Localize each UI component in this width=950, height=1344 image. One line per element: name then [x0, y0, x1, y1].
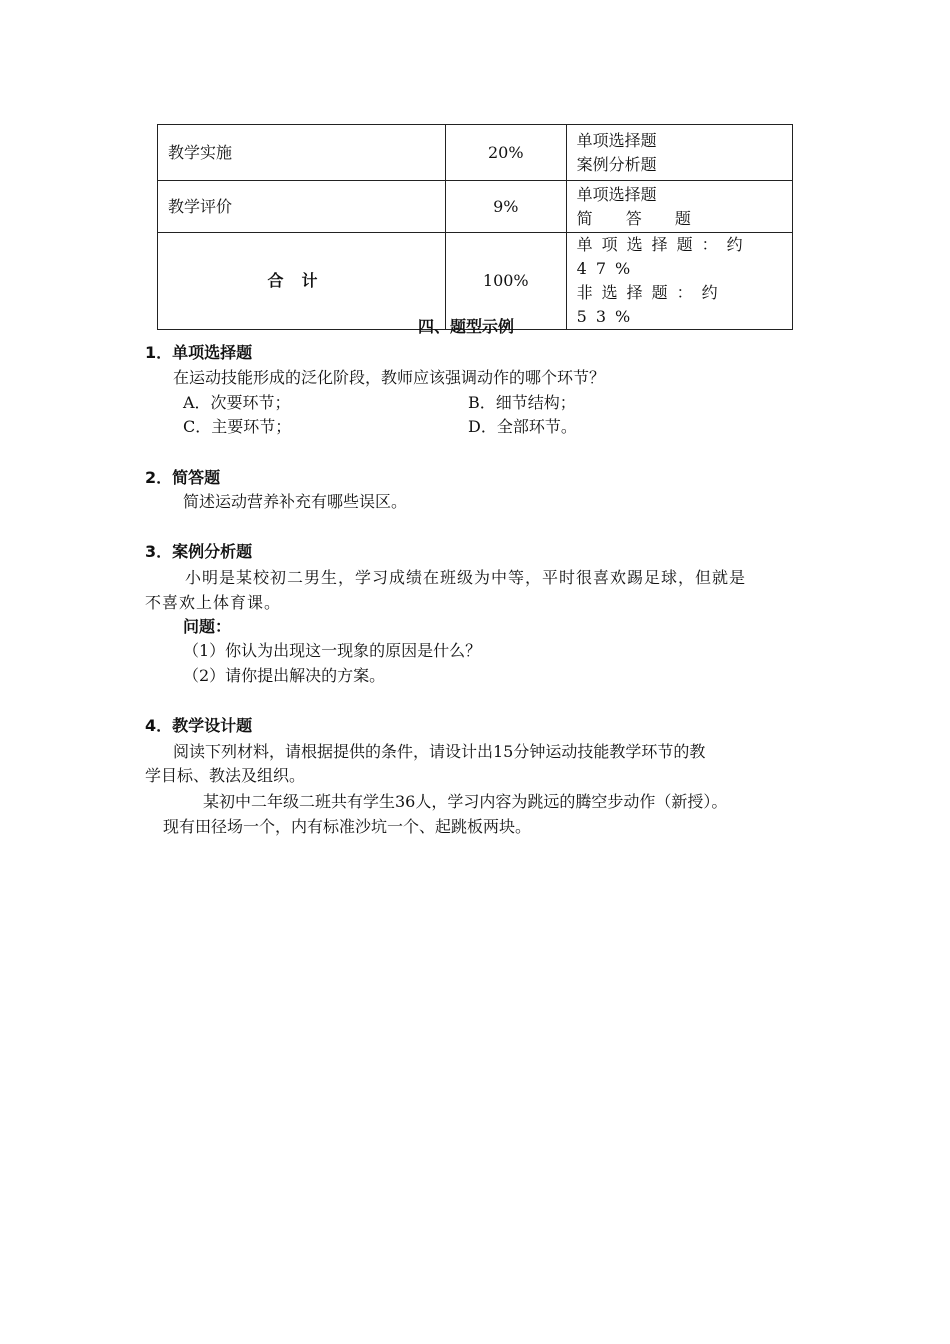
q3-case-line1: 小明是某校初二男生，学习成绩在班级为中等，平时很喜欢踢足球，但就是 — [185, 568, 747, 587]
q1-stem: 在运动技能形成的泛化阶段，教师应该强调动作的哪个环节？ — [173, 368, 606, 387]
section-title: 四、题型示例 — [418, 317, 515, 336]
q4-line2: 学目标、教法及组织。 — [145, 766, 306, 785]
score-distribution-table — [157, 124, 793, 330]
q1-option-d: D．全部环节。 — [468, 417, 577, 436]
q3-question-1: （1）你认为出现这一现象的原因是什么？ — [183, 641, 482, 660]
q4-line3: 某初中二年级二班共有学生36人，学习内容为跳远的腾空步动作（新授）。 — [203, 792, 728, 811]
q4-line4: 现有田径场一个，内有标准沙坑一个、起跳板两块。 — [163, 817, 532, 836]
q3-question-label: 问题： — [183, 617, 232, 636]
table-row — [158, 181, 793, 233]
q4-line1: 阅读下列材料，请根据提供的条件，请设计出15分钟运动技能教学环节的教 — [173, 742, 706, 761]
content-cell: 教学实施 — [158, 125, 446, 181]
q1-heading: 1．单项选择题 — [145, 343, 253, 362]
question-type: 单项选择题：约47% — [576, 235, 752, 278]
type-cell — [566, 125, 792, 181]
q1-option-a: A．次要环节； — [183, 393, 291, 412]
q3-heading: 3．案例分析题 — [145, 542, 253, 561]
percent-cell: 20% — [445, 125, 566, 181]
type-cell — [566, 181, 792, 233]
q3-case-line2: 不喜欢上体育课。 — [145, 593, 282, 612]
question-type: 单项选择题 — [576, 130, 657, 150]
table-row — [158, 125, 793, 181]
percent-cell: 9% — [445, 181, 566, 233]
q2-heading: 2．简答题 — [145, 468, 221, 487]
question-type: 单项选择题 — [576, 184, 657, 204]
total-label: 合计 — [158, 233, 446, 330]
total-percent: 100% — [445, 233, 566, 330]
question-type: 简 答 题 — [576, 208, 705, 228]
q1-option-b: B．细节结构； — [468, 393, 576, 412]
question-type: 案例分析题 — [576, 154, 657, 174]
type-cell — [566, 233, 792, 330]
q2-stem: 简述运动营养补充有哪些误区。 — [183, 492, 408, 511]
q4-heading: 4．教学设计题 — [145, 716, 253, 735]
q3-question-2: （2）请你提出解决的方案。 — [183, 666, 386, 685]
content-cell: 教学评价 — [158, 181, 446, 233]
question-type: 非选择题：约53% — [576, 283, 727, 326]
q1-option-c: C．主要环节； — [183, 417, 292, 436]
